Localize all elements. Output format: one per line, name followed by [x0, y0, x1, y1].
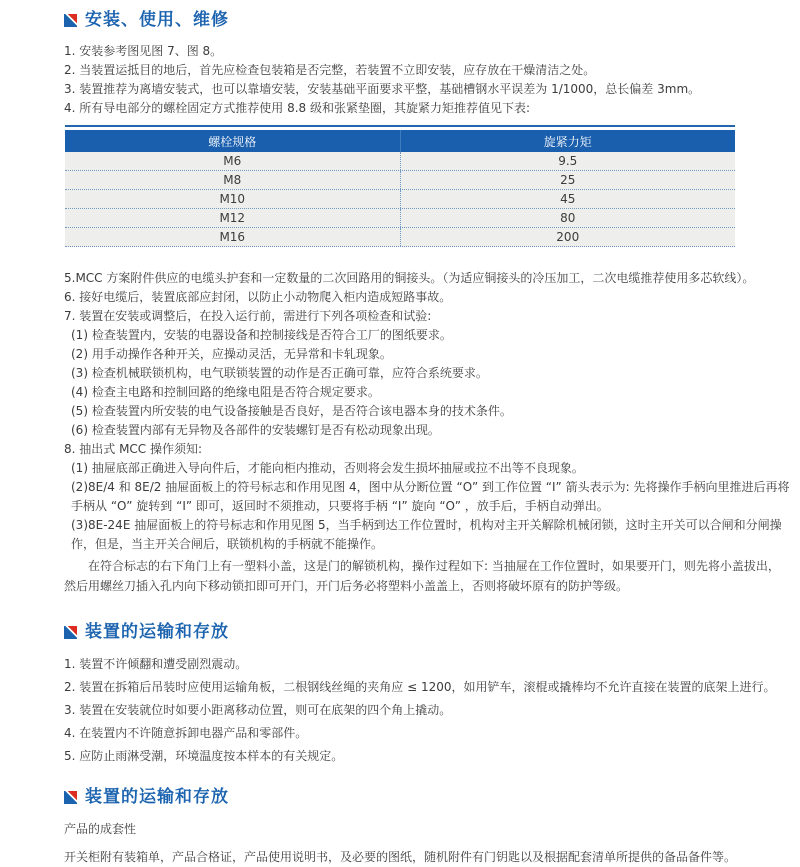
section2 — [64, 622, 790, 765]
section3-title: 装置的运输和存放 — [85, 787, 229, 807]
list-item: 6. 接好电缆后，装置底部应封闭，以防止小动物爬入柜内造成短路事故。 — [64, 290, 452, 304]
list-item: 1. 装置不许倾翻和遭受剧烈震动。 — [64, 657, 248, 671]
section1-title: 安装、使用、维修 — [85, 10, 229, 30]
table-row — [65, 209, 735, 228]
section1-list — [64, 42, 790, 118]
section3 — [64, 787, 790, 867]
sub-list-item: (1) 检查装置内，安装的电器设备和控制接线是否符合工厂的图纸要求。 — [71, 328, 452, 342]
table-row — [65, 190, 735, 209]
list-item: 5.MCC 方案附件供应的电缆头护套和一定数量的二次回路用的铜接头。（为适应铜接头的冷压加工，二次电缆推荐使用多芯软线）。 — [64, 271, 755, 285]
sub-list-item: (3)8E-24E 抽屉面板上的符号标志和作用见图 5，当手柄到达工作位置时，机构对主开关解除机械闭锁，这时主开关可以合闸和分闸操作，但是，当主开关合闸后，联锁机构的手柄就不能操作。 — [71, 518, 782, 551]
bolt-spec-cell: M6 — [65, 152, 401, 170]
section-marker-icon — [64, 14, 77, 27]
section2-title: 装置的运输和存放 — [85, 622, 229, 642]
section-marker-icon — [64, 791, 77, 804]
section3-header — [64, 787, 790, 807]
section1-header — [64, 10, 790, 30]
sub-list-item: (5) 检查装置内所安装的电气设备接触是否良好，是否符合该电器本身的技术条件。 — [71, 404, 512, 418]
sub-list-item: (1) 抽屉底部正确进入导向件后，才能向柜内推动，否则将会发生损坏抽屉或拉不出等不良现象。 — [71, 461, 584, 475]
list-item: 4. 所有导电部分的螺栓固定方式推荐使用 8.8 级和张紧垫圈，其旋紧力矩推荐值见下表: — [64, 101, 531, 115]
table-header-torque: 旋紧力矩 — [543, 134, 592, 149]
list-item: 2. 装置在拆箱后吊装时应使用运输角板，二根钢线丝绳的夹角应 ≤ 1200，如用铲车，滚棍或撬棒均不允许直接在装置的底架上进行。 — [64, 680, 776, 694]
list-item: 5. 应防止雨淋受潮，环境温度按本样本的有关规定。 — [64, 749, 344, 763]
sub-list-item: (2) 用手动操作各种开关，应操动灵活，无异常和卡轧现象。 — [71, 347, 392, 361]
bolt-spec-cell: M10 — [65, 190, 401, 208]
list-item: 4. 在装置内不许随意拆卸电器产品和零部件。 — [64, 726, 308, 740]
bolt-spec-cell: M12 — [65, 209, 401, 227]
list-item: 7. 装置在安装或调整后，在投入运行前，需进行下列各项检查和试验: — [64, 309, 432, 323]
section1-continued — [64, 269, 790, 596]
bolt-spec-cell: M8 — [65, 171, 401, 189]
sub-list-item: (4) 检查主电路和控制回路的绝缘电阻是否符合规定要求。 — [71, 385, 380, 399]
section-marker-icon — [64, 626, 77, 639]
sub-list-item: (6) 检查装置内部有无异物及各部件的安装螺钉是否有松动现象出现。 — [71, 423, 440, 437]
list-item: 8. 抽出式 MCC 操作须知: — [64, 442, 203, 456]
table-header-bolt-spec: 螺栓规格 — [65, 130, 401, 152]
torque-cell: 80 — [560, 211, 576, 225]
sub-list-item: (2)8E/4 和 8E/2 抽屉面板上的符号标志和作用见图 4，图中从分断位置 “O” 到工作位置 “I” 箭头表示为: 先将操作手柄向里推进后再将手柄从 “O” 旋转到 “I” 即可，返回时不须推动，只要将手柄 “I” 旋向 “O” ，放手后，手柄自动弹出。 — [71, 480, 790, 513]
sub-list-item: (3) 检查机械联锁机构，电气联锁装置的动作是否正确可靠，应符合系统要求。 — [71, 366, 488, 380]
section2-list — [64, 655, 790, 765]
torque-table-header-row — [65, 130, 735, 152]
section2-header — [64, 622, 790, 642]
section3-subtitle: 产品的成套性 — [64, 822, 137, 836]
table-row — [65, 228, 735, 247]
torque-table — [65, 125, 735, 247]
torque-cell: 45 — [560, 192, 576, 206]
torque-cell: 9.5 — [558, 154, 578, 168]
list-item: 2. 当装置运抵目的地后，首先应检查包装箱是否完整，若装置不立即安装，应存放在干燥清洁之处。 — [64, 63, 596, 77]
bolt-spec-cell: M16 — [65, 228, 401, 246]
table-row — [65, 171, 735, 190]
closing-paragraph: 在符合标志的右下角门上有一塑料小盖，这是门的解锁机构，操作过程如下: 当抽屉在工作位置时，如果要开门，则先将小盖拔出，然后用螺丝刀插入孔内向下移动锁扣即可开门，开门后务必将塑料小盖盖上，否则将破坏原有的防护等级。 — [64, 559, 780, 593]
list-item: 3. 装置在安装就位时如要小距离移动位置，则可在底架的四个角上撬动。 — [64, 703, 452, 717]
torque-cell: 25 — [560, 173, 576, 187]
list-item: 3. 装置推荐为离墙安装式，也可以靠墙安装，安装基础平面要求平整，基础槽钢水平误差为 1/1000，总长偏差 3mm。 — [64, 82, 701, 96]
list-item: 1. 安装参考图见图 7、图 8。 — [64, 44, 223, 58]
torque-cell: 200 — [556, 230, 580, 244]
table-row — [65, 152, 735, 171]
section3-paragraph: 开关柜附有装箱单，产品合格证，产品使用说明书，及必要的图纸，随机附件有门钥匙以及根据配套清单所提供的备品备件等。 — [64, 850, 737, 864]
